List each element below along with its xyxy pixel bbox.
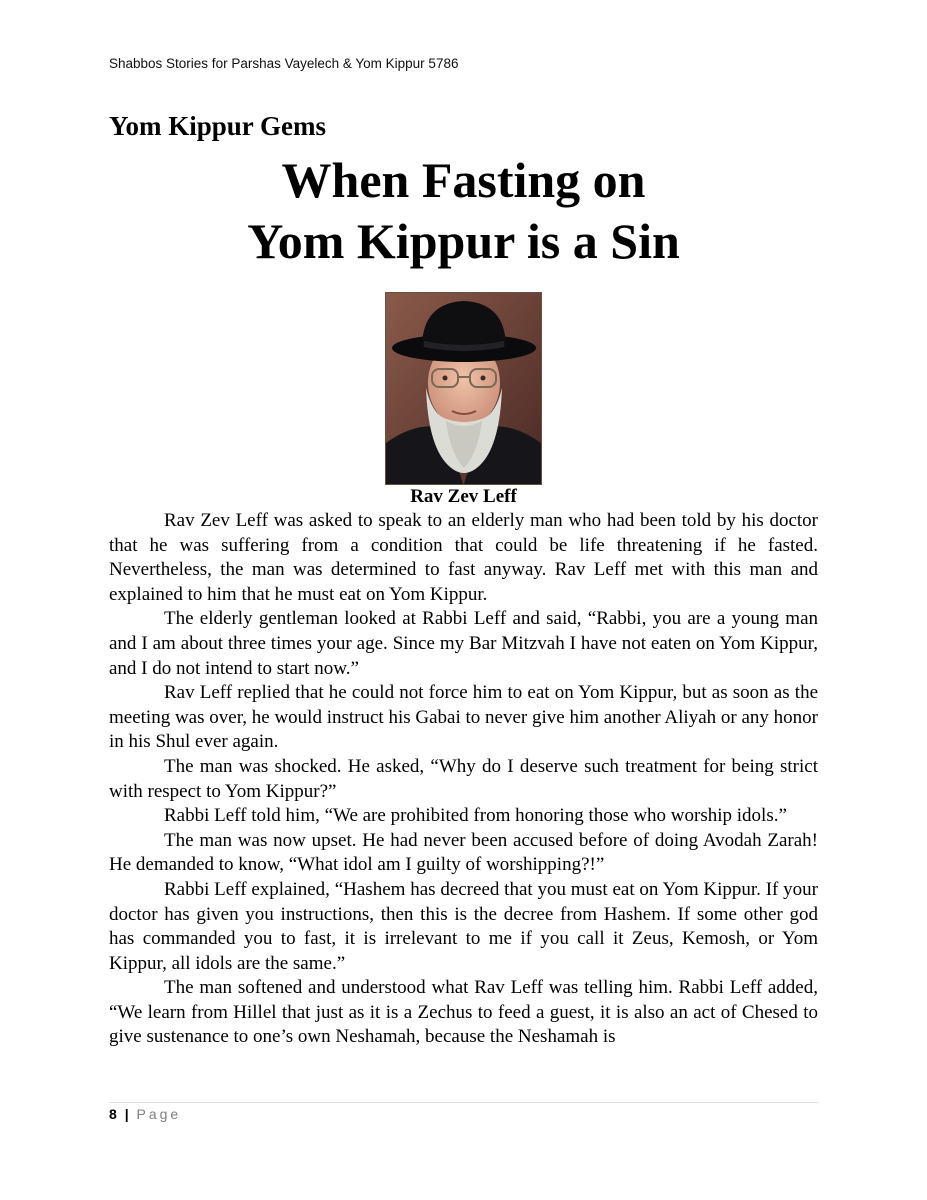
paragraph: The man was shocked. He asked, “Why do I deserve such treatment for being strict with respect to Yom Kippur?” [109,755,818,802]
footer-divider [109,1102,818,1103]
article-title [109,150,818,272]
footer-separator: | [124,1106,129,1122]
page-label: Page [136,1106,182,1122]
article-title-line-1: When Fasting on [281,152,646,208]
paragraph: Rabbi Leff explained, “Hashem has decreed that you must eat on Yom Kippur. If your doctor has given you instructions, then this is the decree from Hashem. If some other god has commanded you to fast, it is irrelevant to me if you call it Zeus, Kemosh, or Yom Kippur, all idols are the same.” [109,878,818,974]
paragraph: Rabbi Leff told him, “We are prohibited from honoring those who worship idols.” [164,805,787,827]
portrait-image [386,293,541,484]
article-title-line-2: Yom Kippur is a Sin [247,213,680,269]
portrait-photo [385,292,542,485]
running-header: Shabbos Stories for Parshas Vayelech & Yom Kippur 5786 [109,56,459,71]
photo-caption: Rav Zev Leff [410,486,517,507]
paragraph: Rav Leff replied that he could not force him to eat on Yom Kippur, but as soon as the meeting was over, he would instruct his Gabai to never give him another Aliyah or any honor in his Shul ever again. [109,682,818,753]
page-footer [109,1106,181,1122]
paragraph: The man was now upset. He had never been accused before of doing Avodah Zarah! He demanded to know, “What idol am I guilty of worshipping?!” [109,829,818,876]
paragraph: Rav Zev Leff was asked to speak to an elderly man who had been told by his doctor that he was suffering from a condition that could be life threatening if he fasted. Nevertheless, the man was determined to fast anyway. Rav Leff met with this man and explained to him that he must eat on Yom Kippur. [109,510,818,605]
page-number: 8 [109,1106,117,1122]
section-title: Yom Kippur Gems [109,111,327,141]
paragraph: The elderly gentleman looked at Rabbi Leff and said, “Rabbi, you are a young man and I am about three times your age. Since my Bar Mitzvah I have not eaten on Yom Kippur, and I do not intend to start now.” [109,608,818,679]
article-body [109,509,818,1071]
paragraph: The man softened and understood what Rav Leff was telling him. Rabbi Leff added, “We learn from Hillel that just as it is a Zechus to feed a guest, it is also an act of Chesed to give sustenance to one’s own Neshamah, because the Neshamah is [109,977,818,1048]
